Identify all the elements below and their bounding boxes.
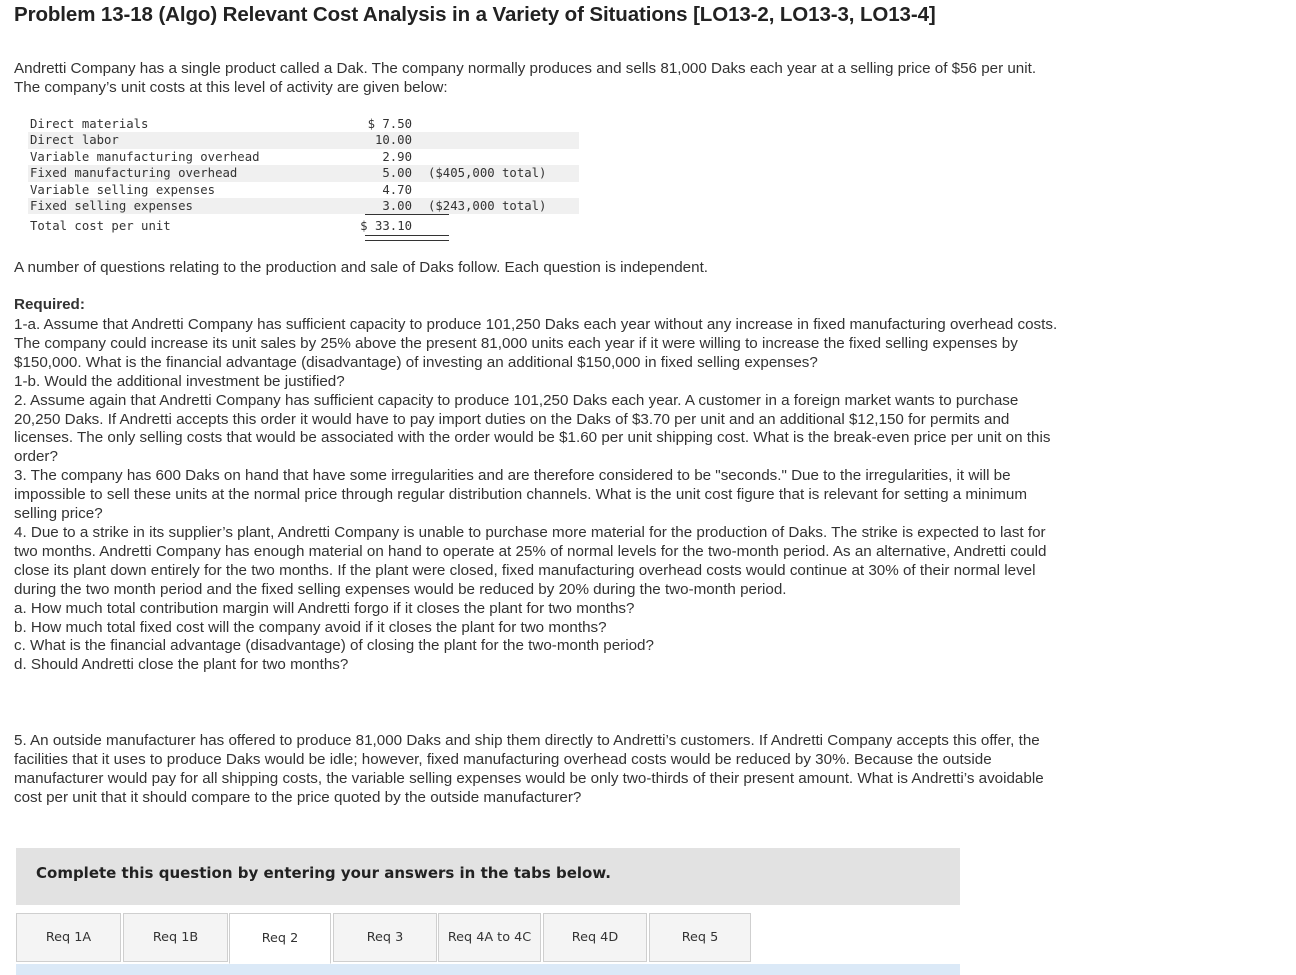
- instruction-text: Complete this question by entering your answers in the tabs below.: [36, 864, 611, 882]
- cost-label: Variable manufacturing overhead: [30, 149, 260, 164]
- questions-intro: A number of questions relating to the production and sale of Daks follow. Each question is independent.: [14, 259, 709, 276]
- instruction-panel: [16, 848, 960, 905]
- tab-req-1a[interactable]: Req 1A: [16, 913, 121, 962]
- question-1b: 1-b. Would the additional investment be justified?: [14, 372, 345, 390]
- question-1a: 1-a. Assume that Andretti Company has sufficient capacity to produce 101,250 Daks each year without any increase in fixed manufacturing overhead costs. The company could increase its unit sales by 25% above the present 81,000 units each year if it were willing to increase the fixed selling expenses by $150,000. What is the financial advantage (disadvantage) of investing an additional $150,000 in fixed selling expenses?: [14, 316, 1058, 371]
- total-double-rule: [365, 235, 449, 241]
- cost-label: Direct labor: [30, 133, 119, 148]
- cost-label: Variable selling expenses: [30, 182, 216, 197]
- question-2: 2. Assume again that Andretti Company has sufficient capacity to produce 101,250 Daks each year. A customer in a foreign market wants to purchase 20,250 Daks. If Andretti accepts this order it would have to pay import duties on the Daks of $3.70 per unit and an additional $12,150 for permits and licenses. The only selling costs that would be associated with the order would be $1.60 per unit shipping cost. What is the break-even price per unit on this order?: [14, 391, 1051, 466]
- cost-row: [28, 149, 579, 165]
- cost-amount: 3.00: [382, 198, 412, 213]
- total-amount: $ 33.10: [360, 219, 412, 234]
- tab-req-4d[interactable]: Req 4D: [543, 913, 647, 962]
- cost-amount: 4.70: [382, 182, 412, 197]
- subtotal-rule: [365, 214, 449, 215]
- tab-req-4a-to-4c[interactable]: Req 4A to 4C: [438, 913, 541, 962]
- cost-row: [28, 116, 579, 132]
- question-4d: d. Should Andretti close the plant for two months?: [14, 656, 349, 674]
- cost-row: [28, 198, 579, 214]
- unit-cost-table: [28, 116, 579, 235]
- cost-note: ($405,000 total): [428, 166, 547, 181]
- total-label: Total cost per unit: [30, 219, 171, 234]
- question-4a: a. How much total contribution margin will Andretti forgo if it closes the plant for two months?: [14, 599, 635, 617]
- total-cost-row: [28, 218, 579, 234]
- intro-paragraph: Andretti Company has a single product called a Dak. The company normally produces and sells 81,000 Daks each year at a selling price of $56 per unit. The company’s unit costs at this level of activity are given below:: [14, 60, 1037, 96]
- tab-content-area: [16, 964, 960, 975]
- cost-row: [28, 182, 579, 198]
- cost-amount: $ 7.50: [367, 117, 412, 131]
- cost-note: ($243,000 total): [428, 198, 547, 213]
- cost-row: [28, 165, 579, 181]
- tab-req-3[interactable]: Req 3: [333, 913, 437, 962]
- tab-req-1b[interactable]: Req 1B: [123, 913, 228, 962]
- problem-title: Problem 13-18 (Algo) Relevant Cost Analysis in a Variety of Situations [LO13-2, LO13-3, LO13-4]: [14, 3, 936, 26]
- cost-amount: 10.00: [374, 133, 412, 148]
- question-4c: c. What is the financial advantage (disadvantage) of closing the plant for the two-month period?: [14, 637, 654, 655]
- required-heading: Required:: [14, 296, 85, 313]
- cost-label: Fixed selling expenses: [30, 198, 193, 213]
- tab-req-2[interactable]: Req 2: [229, 913, 331, 964]
- required-list: [14, 316, 1059, 675]
- cost-row: [28, 132, 579, 148]
- question-4b: b. How much total fixed cost will the company avoid if it closes the plant for two months?: [14, 618, 607, 636]
- tab-req-5[interactable]: Req 5: [649, 913, 751, 962]
- question-5: 5. An outside manufacturer has offered to produce 81,000 Daks and ship them directly to Andretti’s customers. If Andretti Company accepts this offer, the facilities that it uses to produce Daks would be idle; however, fixed manufacturing overhead costs would be reduced by 30%. Because the outside manufacturer would pay for all shipping costs, the variable selling expenses would be only two-thirds of their present amount. What is Andretti’s avoidable cost per unit that it should compare to the price quoted by the outside manufacturer?: [14, 732, 1044, 806]
- question-3: 3. The company has 600 Daks on hand that have some irregularities and are therefore considered to be "seconds." Due to the irregularities, it will be impossible to sell these units at the normal price through regular distribution channels. What is the unit cost figure that is relevant for setting a minimum selling price?: [14, 467, 1027, 523]
- question-4: 4. Due to a strike in its supplier’s plant, Andretti Company is unable to purchase more material for the production of Daks. The strike is expected to last for two months. Andretti Company has enough material on hand to operate at 25% of normal levels for the two-month period. As an alternative, Andretti could close its plant down entirely for the two months. If the plant were closed, fixed manufacturing overhead costs would continue at 30% of their normal level during the two month period and the fixed selling expenses would be reduced by 20% during the two-month period.: [14, 523, 1047, 598]
- cost-label: Fixed manufacturing overhead: [30, 166, 238, 181]
- cost-amount: 2.90: [382, 149, 412, 164]
- answer-tabs: [16, 913, 960, 964]
- cost-amount: 5.00: [382, 166, 412, 181]
- cost-label: Direct materials: [30, 117, 149, 131]
